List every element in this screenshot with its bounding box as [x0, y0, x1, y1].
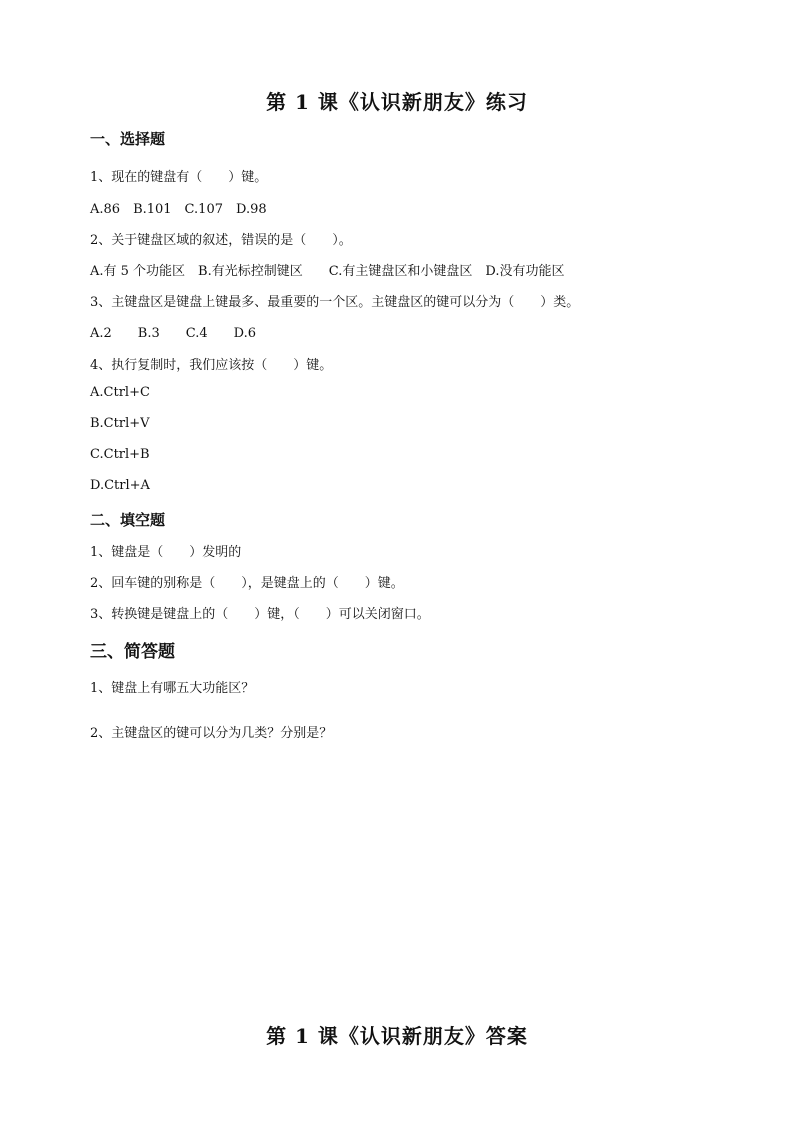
question-text: 1、现在的键盘有（ ）键。 — [90, 170, 268, 185]
question-option: D.Ctrl+A — [90, 478, 150, 493]
question-text: 2、主键盘区的键可以分为几类？分别是？ — [90, 726, 333, 741]
question-text: 4、执行复制时，我们应该按（ ）键。 — [90, 358, 333, 373]
question-text: 3、转换键是键盘上的（ ）键，（ ）可以关闭窗口。 — [90, 607, 430, 622]
section-heading-fill-in: 二、填空题 — [90, 511, 166, 529]
question-options: A.2 B.3 C.4 D.6 — [90, 326, 256, 341]
question-options: A.86 B.101 C.107 D.98 — [90, 202, 267, 217]
question-text: 3、主键盘区是键盘上键最多、最重要的一个区。主键盘区的键可以分为（ ）类。 — [90, 295, 580, 310]
answers-title: 第 1 课《认识新朋友》答案 — [266, 1024, 528, 1048]
question-option: C.Ctrl+B — [90, 447, 150, 462]
section-heading-choice: 一、选择题 — [90, 130, 166, 148]
question-option: B.Ctrl+V — [90, 416, 150, 431]
question-option: A.Ctrl+C — [90, 385, 150, 400]
question-text: 1、键盘上有哪五大功能区？ — [90, 681, 255, 696]
question-text: 1、键盘是（ ）发明的 — [90, 545, 242, 560]
page-title: 第 1 课《认识新朋友》练习 — [266, 90, 528, 114]
question-text: 2、关于键盘区域的叙述，错误的是（ ）。 — [90, 233, 352, 248]
question-options: A.有 5 个功能区 B.有光标控制键区 C.有主键盘区和小键盘区 D.没有功能区 — [90, 264, 565, 279]
question-text: 2、回车键的别称是（ ），是键盘上的（ ）键。 — [90, 576, 404, 591]
section-heading-short-answer: 三、简答题 — [90, 642, 175, 662]
